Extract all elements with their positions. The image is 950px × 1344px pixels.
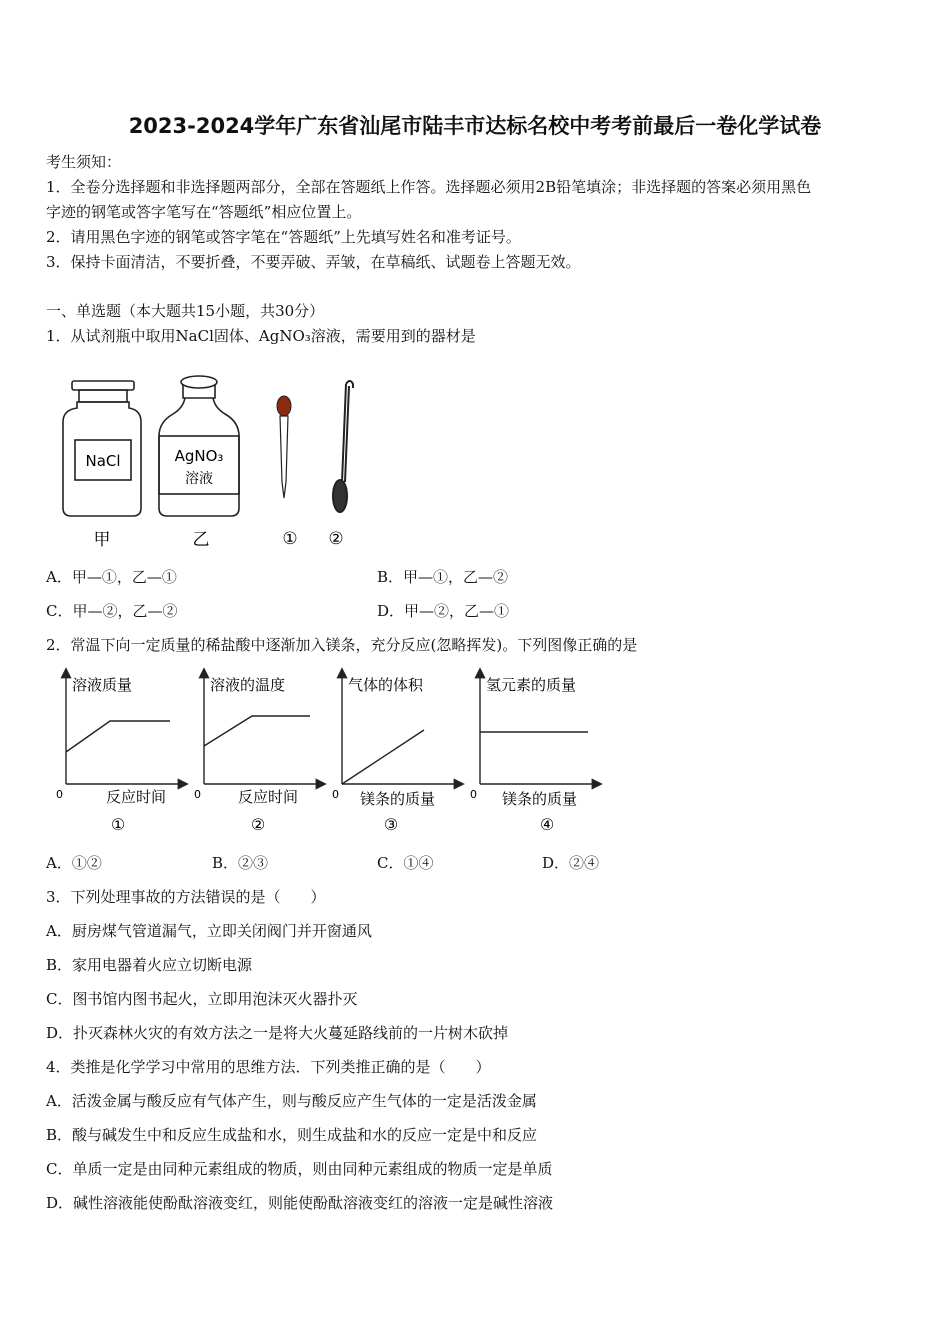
graph-2-caption: ② (250, 815, 266, 834)
dropper-icon (277, 396, 291, 498)
option-b: B．②③ (212, 854, 269, 872)
graph-4-xlabel: 镁条的质量 (502, 790, 578, 808)
notice-item: 字迹的钢笔或答字笔写在“答题纸”相应位置上。 (46, 203, 362, 221)
option-d: D．碱性溶液能使酚酞溶液变红，则能使酚酞溶液变红的溶液一定是碱性溶液 (46, 1194, 554, 1212)
caption-jia: 甲 (93, 530, 111, 550)
question-1-stem: 1．从试剂瓶中取用NaCl固体、AgNO₃溶液，需要用到的器材是 (46, 327, 476, 345)
option-a: A．甲—①，乙—① (46, 568, 177, 586)
graph-3-xlabel: 镁条的质量 (360, 790, 436, 808)
caption-2: ② (328, 529, 344, 549)
option-a: A．厨房煤气管道漏气，立即关闭阀门并开窗通风 (46, 922, 372, 940)
option-b: B．甲—①，乙—② (377, 568, 509, 586)
notice-item: 2．请用黑色字迹的钢笔或答字笔在“答题纸”上先填写姓名和准考证号。 (46, 228, 521, 246)
notice-item: 1．全卷分选择题和非选择题两部分，全部在答题纸上作答。选择题必须用2B铅笔填涂；非选择题的答案必须用黑色 (46, 178, 812, 196)
graph-2-ylabel: 溶液的温度 (210, 676, 286, 694)
option-d: D．扑灭森林火灾的有效方法之一是将大火蔓延路线前的一片树木砍掉 (46, 1024, 509, 1042)
question-2-graphs (52, 666, 612, 850)
option-c: C．甲—②，乙—② (46, 602, 178, 620)
question-2-stem: 2．常温下向一定质量的稀盐酸中逐渐加入镁条，充分反应(忽略挥发)。下列图像正确的是 (46, 636, 638, 654)
section-heading: 一、单选题（本大题共15小题，共30分） (46, 302, 325, 320)
option-a: A．①② (46, 854, 102, 872)
nacl-label: NaCl (85, 452, 121, 470)
caption-yi: 乙 (192, 530, 210, 550)
graph-3-ylabel: 气体的体积 (348, 676, 424, 694)
exam-title: 2023-2024学年广东省汕尾市陆丰市达标名校中考考前最后一卷化学试卷 (128, 114, 822, 138)
option-c: C．单质一定是由同种元素组成的物质，则由同种元素组成的物质一定是单质 (46, 1160, 553, 1178)
notice-heading: 考生须知： (46, 153, 122, 171)
graph-2-xlabel: 反应时间 (238, 788, 299, 806)
option-d: D．甲—②，乙—① (377, 602, 510, 620)
notice-item: 3．保持卡面清洁，不要折叠，不要弄破、弄皱，在草稿纸、试题卷上答题无效。 (46, 253, 581, 271)
graph-2-origin: 0 (194, 788, 201, 801)
graph-4-caption: ④ (539, 815, 555, 834)
option-c: C．图书馆内图书起火，立即用泡沫灭火器扑灭 (46, 990, 358, 1008)
question-3-stem: 3．下列处理事故的方法错误的是（ ） (46, 888, 326, 906)
agno3-label: AgNO₃ (174, 447, 224, 465)
option-b: B．家用电器着火应立切断电源 (46, 956, 253, 974)
medicine-spoon-icon (333, 381, 353, 512)
question-4-stem: 4．类推是化学学习中常用的思维方法．下列类推正确的是（ ） (46, 1058, 491, 1076)
option-c: C．①④ (377, 854, 434, 872)
graph-3-caption: ③ (383, 815, 399, 834)
graph-3-origin: 0 (332, 788, 339, 801)
graph-4-ylabel: 氢元素的质量 (486, 676, 577, 694)
agno3-bottle (159, 376, 239, 516)
option-b: B．酸与碱发生中和反应生成盐和水，则生成盐和水的反应一定是中和反应 (46, 1126, 538, 1144)
option-a: A．活泼金属与酸反应有气体产生，则与酸反应产生气体的一定是活泼金属 (46, 1092, 537, 1110)
graph-1-ylabel: 溶液质量 (72, 676, 133, 694)
graph-1-caption: ① (110, 815, 126, 834)
caption-1: ① (282, 529, 298, 549)
question-1-figure (55, 372, 375, 556)
graph-1-origin: 0 (56, 788, 63, 801)
agno3-label-2: 溶液 (185, 471, 213, 487)
option-d: D．②④ (542, 854, 600, 872)
graph-1-xlabel: 反应时间 (106, 788, 167, 806)
nacl-bottle (63, 381, 141, 516)
graph-4-origin: 0 (470, 788, 477, 801)
